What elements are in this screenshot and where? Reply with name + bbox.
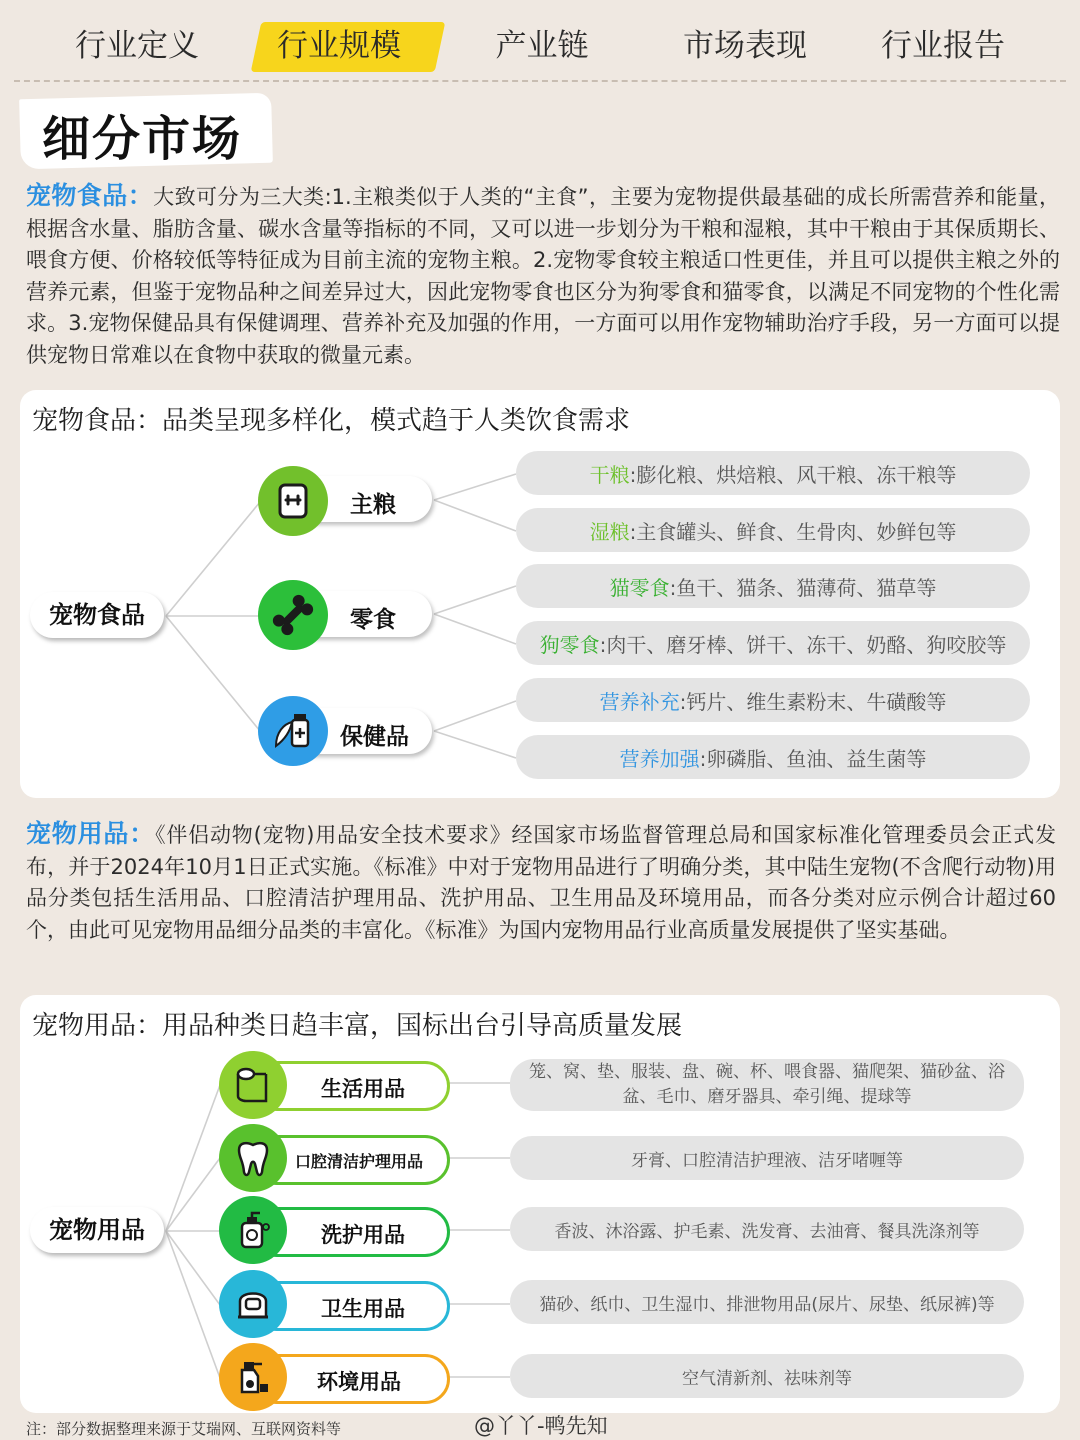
grooming-desc: [510, 1207, 1024, 1251]
item-detail: :肉干、磨牙棒、饼干、冻干、奶酪、狗咬胶等: [599, 632, 1007, 657]
shampoo-bottle-icon: [219, 1196, 287, 1264]
root-label: 宠物用品: [49, 1216, 145, 1244]
connector-line: [166, 1158, 220, 1231]
oral-care-desc: [510, 1136, 1024, 1180]
environment-label: 环境用品: [317, 1370, 401, 1394]
tab-market-performance[interactable]: [680, 18, 810, 74]
top-nav: [0, 0, 1080, 82]
item-keyword: 干粮: [589, 462, 630, 487]
connector-line: [166, 502, 260, 616]
pet-supplies-root-node: [30, 1207, 164, 1253]
pet-food-lead: 宠物食品：: [26, 181, 154, 210]
item-keyword: 狗零食: [539, 632, 600, 657]
pet-food-description: [26, 180, 1060, 372]
pet-food-card: [20, 390, 1060, 798]
dry-food-item: [516, 451, 1030, 495]
connector-line: [434, 500, 516, 531]
connector-line: [166, 616, 260, 731]
section-title-text: 细分市场: [42, 111, 243, 167]
pet-supplies-text: 《伴侣动物(宠物)用品安全技术要求》经国家市场监督管理总局和国家标准化管理委员会正式发布，并于2024年10月1日正式实施。《标准》中对于宠物用品进行了明确分类，其中陆生宠物(不含爬行动物)用品分类包括生活用品、口腔清洁护理用品、洗护用品、卫生用品及环境用品，而各分类对应示例合计超过60个，由此可见宠物用品细分品类的丰富化。《标准》为国内宠物用品行业高质量发展提供了坚实基础。: [26, 823, 1056, 942]
tab-industry-chain[interactable]: [492, 18, 592, 74]
connector-line: [434, 614, 516, 644]
connector-line: [166, 1085, 220, 1231]
staple-food-label: 主粮: [350, 492, 396, 518]
wet-food-item: [516, 508, 1030, 552]
item-detail: :膨化粮、烘焙粮、风干粮、冻干粮等: [629, 462, 957, 487]
pet-food-root-node: [30, 592, 164, 638]
litter-box-icon: [219, 1270, 287, 1338]
supplement-label: 保健品: [340, 724, 409, 750]
desc-text: 猫砂、纸巾、卫生湿巾、排泄物用品(尿片、尿垫、纸尿裤)等: [539, 1294, 995, 1315]
desc-text: 空气清新剂、祛味剂等: [682, 1368, 852, 1389]
connector-line: [434, 731, 516, 758]
pet-supplies-card: [20, 995, 1060, 1413]
hygiene-desc: [510, 1280, 1024, 1324]
desc-text: 笼、窝、垫、服装、盘、碗、杯、喂食器、猫爬架、猫砂盆、浴盆、毛巾、磨牙器具、牵引绳、提球等: [529, 1062, 1005, 1107]
pet-supplies-lead: 宠物用品：: [26, 819, 156, 848]
supplement-bottle-icon: [258, 696, 328, 766]
connector-line: [434, 701, 516, 731]
paper-roll-icon: [219, 1051, 287, 1119]
item-keyword: 营养补充: [599, 689, 680, 714]
section-title: [20, 96, 272, 166]
dog-snack-item: [516, 621, 1030, 665]
bone-icon: [258, 580, 328, 650]
tab-label: 产业链: [495, 28, 589, 64]
nutrition-supplement-item: [516, 678, 1030, 722]
root-label: 宠物食品: [49, 601, 145, 629]
daily-supplies-label: 生活用品: [321, 1077, 405, 1101]
connector-line: [166, 1231, 220, 1305]
grooming-label: 洗护用品: [321, 1223, 405, 1247]
item-detail: :钙片、维生素粉末、牛磺酸等: [679, 689, 947, 714]
nav-divider: [14, 80, 1066, 82]
oral-care-label: 口腔清洁护理用品: [295, 1152, 424, 1171]
cat-snack-item: [516, 564, 1030, 608]
spray-bottle-icon: [219, 1343, 287, 1411]
tab-label: 行业定义: [75, 28, 199, 64]
item-keyword: 湿粮: [589, 519, 630, 544]
item-detail: :鱼干、猫条、猫薄荷、猫草等: [669, 575, 937, 600]
snack-label: 零食: [350, 607, 396, 633]
tooth-icon: [219, 1124, 287, 1192]
pet-supplies-card-title: 宠物用品：用品种类日趋丰富，国标出台引导高质量发展: [32, 1011, 683, 1041]
connector-line: [434, 474, 516, 500]
pet-food-text: 大致可分为三大类:1.主粮类似于人类的“主食”，主要为宠物提供最基础的成长所需营养和能量，根据含水量、脂肪含量、碳水含量等指标的不同，又可以进一步划分为干粮和湿粮，其中干粮由于其保质期长、喂食方便、价格较低等特征成为目前主流的宠物主粮。2.宠物零食较主粮适口性更佳，并且可以提供主粮之外的营养元素，但鉴于宠物品种之间差异过大，因此宠物零食也区分为狗零食和猫零食，以满足不同宠物的个性化需求。3.宠物保健品具有保健调理、营养补充及加强的作用，一方面可以用作宠物辅助治疗手段，另一方面可以提供宠物日常难以在食物中获取的微量元素。: [26, 185, 1060, 367]
item-detail: :主食罐头、鲜食、生骨肉、妙鲜包等: [629, 519, 957, 544]
tab-industry-definition[interactable]: [72, 18, 202, 74]
pet-food-bag-icon: [258, 466, 328, 536]
environment-desc: [510, 1354, 1024, 1398]
desc-text: 牙膏、口腔清洁护理液、洁牙啫喱等: [631, 1150, 903, 1171]
hygiene-label: 卫生用品: [321, 1297, 405, 1321]
tab-label: 市场表现: [683, 28, 807, 64]
pet-supplies-description: [26, 818, 1056, 946]
tab-label: 行业报告: [881, 28, 1005, 64]
desc-text: 香波、沐浴露、护毛素、洗发膏、去油膏、餐具洗涤剂等: [554, 1221, 980, 1242]
pet-supplies-tree-lines: [20, 995, 1060, 1413]
connector-line: [434, 586, 516, 614]
tab-label: 行业规模: [277, 28, 401, 64]
daily-supplies-desc: [510, 1059, 1024, 1111]
item-keyword: 营养加强: [619, 746, 700, 771]
connector-line: [166, 1231, 220, 1378]
item-keyword: 猫零食: [609, 575, 670, 600]
item-detail: :卵磷脂、鱼油、益生菌等: [699, 746, 927, 771]
source-footnote: 注：部分数据整理来源于艾瑞网、互联网资料等: [26, 1420, 342, 1438]
pet-food-card-title: 宠物食品：品类呈现多样化，模式趋于人类饮食需求: [32, 406, 631, 436]
tab-industry-scale[interactable]: [274, 18, 404, 74]
author-credit: @丫丫-鸭先知: [474, 1414, 608, 1438]
tab-industry-report[interactable]: [878, 18, 1008, 74]
nutrition-enhance-item: [516, 735, 1030, 779]
